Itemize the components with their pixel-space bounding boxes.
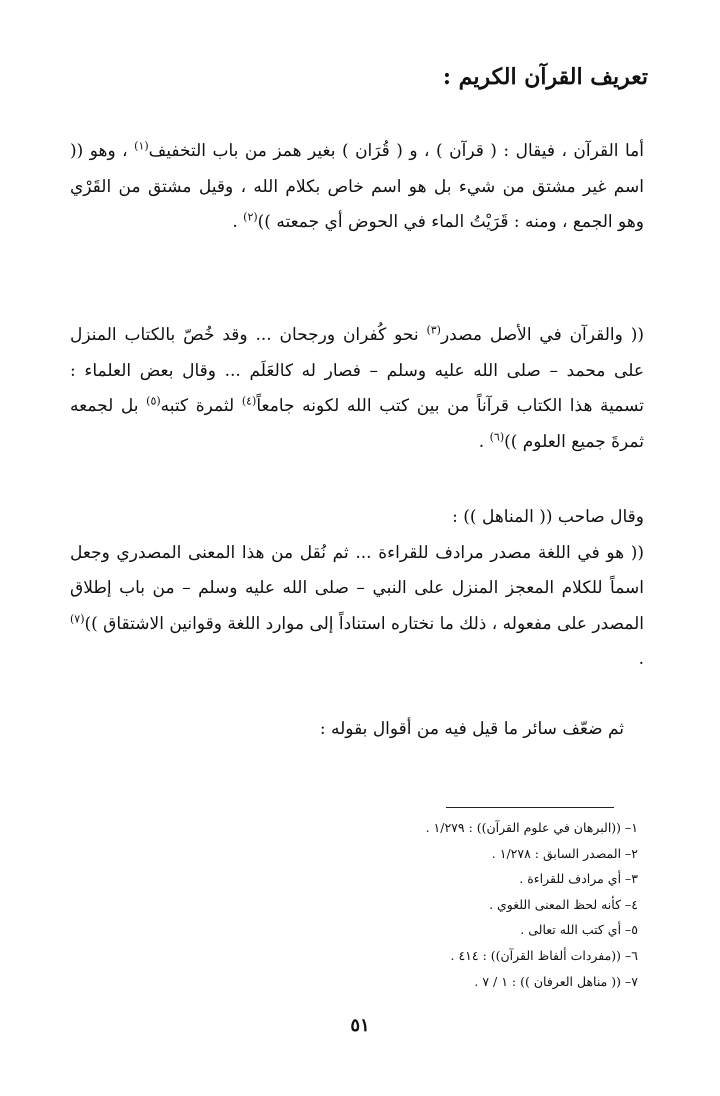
footnote-1: ١– ((البرهان في علوم القرآن)) : ١/٢٧٩ . — [425, 820, 638, 835]
footnote-ref-5[interactable]: (٥) — [146, 394, 161, 408]
paragraph-1-text-c: . — [232, 212, 238, 232]
footnote-ref-6[interactable]: (٦) — [489, 429, 505, 443]
paragraph-3-text-a: (( هو في اللغة مصدر مرادف للقراءة ... ثم نُقل من هذا المعنى المصدري وجعل اسماً للكلام المعجز المنزل على النبي – صلى الله عليه وسلم – من باب إطلاق المصدر على مفعوله ، ذلك ما نختاره استناداً إلى موارد اللغة وقوانين الاشتقاق )) — [70, 542, 644, 634]
footnote-ref-2[interactable]: (٢) — [243, 210, 258, 224]
paragraph-3-intro: وقال صاحب (( المناهل )) : — [452, 507, 644, 527]
paragraph-2-text-e: . — [478, 431, 485, 452]
footnote-divider — [446, 807, 614, 808]
paragraph-3-text-b: . — [638, 649, 644, 669]
paragraph-2-text-b: نحو كُفران ورجحان ... وقد خُصّ بالكتاب المنزل على محمد – صلى الله عليه وسلم – فصار له كالعَلَم ... وقال بعض العلماء : تسمية هذا الكتاب قرآناً من بين كتب الله لكونه جامعاً — [70, 325, 645, 416]
paragraph-1 — [70, 134, 644, 241]
footnotes-list — [338, 815, 638, 994]
footnote-5: ٥– أي كتب الله تعالى . — [520, 922, 638, 938]
page-title: تعريف القرآن الكريم : — [442, 64, 648, 90]
footnote-3: ٣– أي مرادف للقراءة . — [519, 871, 638, 887]
paragraph-4: ثم ضعّف سائر ما قيل فيه من أقوال بقوله : — [319, 719, 624, 739]
paragraph-1-text-a: أما القرآن ، فيقال : ( قرآن ) ، و ( قُرَان ) بغير همز من باب التخفيف — [148, 141, 645, 161]
page-number: ٥١ — [350, 1015, 370, 1036]
footnote-2: ٢– المصدر السابق : ١/٢٧٨ . — [491, 845, 638, 861]
paragraph-2-text-c: لثمرة كتبه — [160, 396, 235, 416]
paragraph-2-text-d: بل لجمعه ثمرةَ جميع العلوم )) — [70, 396, 644, 452]
footnote-4: ٤– كأنه لحظ المعنى اللغوي . — [489, 896, 638, 912]
footnote-7: ٧– (( مناهل العرفان )) : ١ / ٧ . — [474, 973, 638, 989]
footnote-ref-7[interactable]: (٧) — [70, 611, 85, 625]
footnote-ref-4[interactable]: (٤) — [241, 394, 257, 408]
paragraph-3 — [70, 500, 644, 678]
paragraph-2 — [70, 318, 644, 460]
paragraph-1-text-b: ، وهو (( اسم غير مشتق من شيء بل هو اسم خاص بكلام الله ، وقيل مشتق من القَرْي وهو الجمع ، ومنه : قَرَيْتُ الماء في الحوض أي جمعته )) — [70, 141, 644, 232]
footnote-6: ٦– ((مفردات ألفاظ القرآن)) : ٤١٤ . — [450, 947, 638, 963]
footnote-ref-3[interactable]: (٣) — [426, 323, 441, 337]
paragraph-2-text-a: (( والقرآن في الأصل مصدر — [440, 325, 644, 345]
footnote-ref-1[interactable]: (١) — [134, 139, 149, 153]
